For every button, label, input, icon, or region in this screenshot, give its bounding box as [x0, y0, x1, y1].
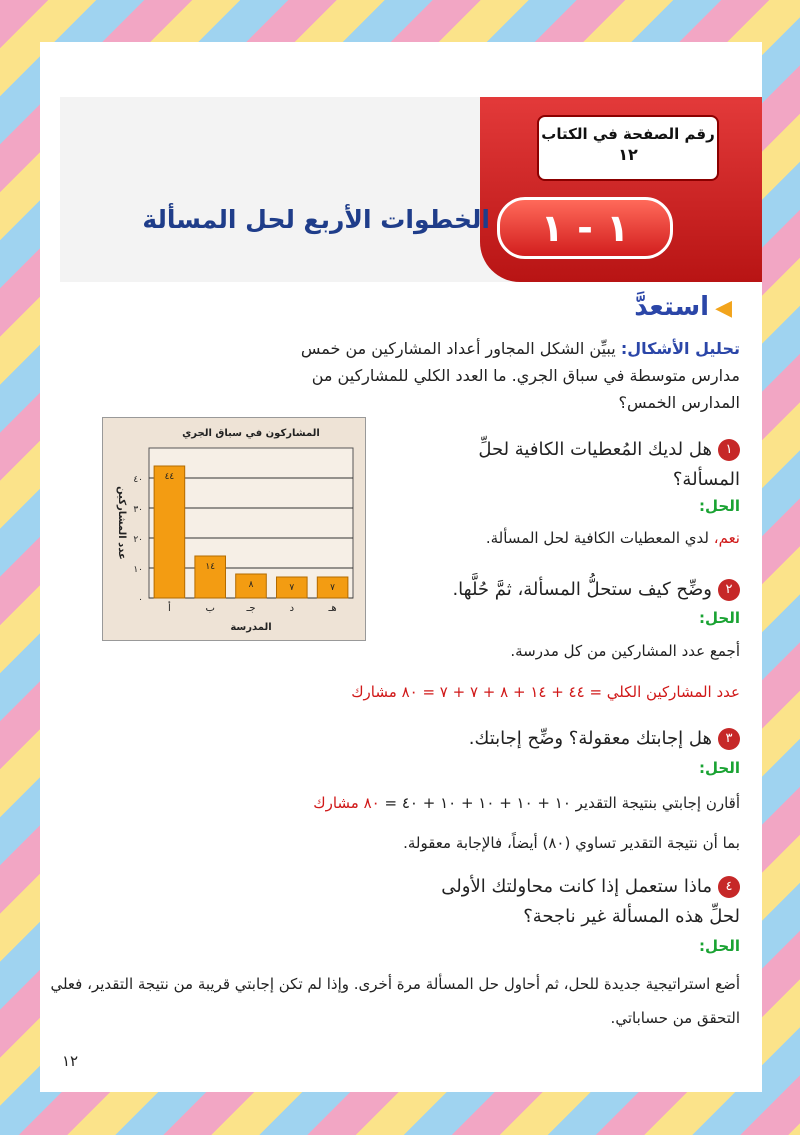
- chart-data-label: ٧: [330, 583, 336, 593]
- chart-x-axis-label: المدرسة: [230, 622, 272, 633]
- intro-label: تحليل الأشكال:: [620, 339, 740, 358]
- answer-2: أجمع عدد المشاركين من كل مدرسة.: [510, 642, 740, 660]
- chart-y-tick-label: ٤٠: [133, 475, 143, 485]
- solution-label: الحل:: [699, 937, 740, 955]
- chart-y-tick-label: ٠: [138, 595, 143, 605]
- chart-bar: [154, 466, 185, 598]
- question-number-badge: ١: [718, 439, 740, 461]
- chart-x-tick-label: أ: [168, 603, 171, 614]
- chart-title: المشاركون في سباق الجري: [182, 428, 320, 439]
- answer-yes: نعم،: [713, 529, 740, 547]
- bar-chart-svg: [103, 418, 365, 640]
- lesson-header: [60, 97, 750, 282]
- chart-x-tick-label: د: [289, 603, 295, 614]
- page-ref-number: ١٢: [618, 145, 638, 164]
- question-4: [420, 872, 740, 932]
- answer-4: أضع استراتيجية جديدة للحل، ثم أحاول حل المسألة مرة أخرى. وإذا لم تكن إجابتي قريبة من نتيجة التقدير، فعلي التحقق من حساباتي.: [50, 975, 740, 1027]
- page: [40, 42, 762, 1092]
- question-number-badge: ٤: [718, 876, 740, 898]
- lesson-number: ١ - ١: [497, 197, 673, 259]
- lesson-title: الخطوات الأربع لحل المسألة: [142, 205, 490, 234]
- solution-label: الحل:: [699, 609, 740, 627]
- question-text: هل لديك المُعطيات الكافية لحلِّ المسألة؟: [478, 439, 740, 490]
- section-heading-text: استعدَّ: [634, 292, 710, 322]
- estimate-result: ٨٠ مشارك: [313, 794, 380, 812]
- answer-3-conclusion: بما أن نتيجة التقدير تساوي (٨٠) أيضاً، فالإجابة معقولة.: [403, 834, 740, 852]
- intro-text: يبيِّن الشكل المجاور أعداد المشاركين من خمس مدارس متوسطة في سباق الجري. ما العدد الكلي للمشاركين من المدارس الخمس؟: [300, 339, 740, 412]
- intro-paragraph: [270, 335, 740, 416]
- page-ref-label: رقم الصفحة في الكتاب: [541, 125, 715, 143]
- bar-chart: [102, 417, 366, 641]
- question-number-badge: ٣: [718, 728, 740, 750]
- solution-label: الحل:: [699, 497, 740, 515]
- question-1: [470, 435, 740, 495]
- answer-1: [486, 529, 740, 547]
- question-text: وضِّح كيف ستحلُّ المسألة، ثمَّ حُلَّها.: [452, 579, 712, 600]
- chart-data-label: ٤٤: [164, 472, 175, 482]
- question-3: [469, 724, 740, 754]
- answer-3: [313, 794, 740, 812]
- page-number: ١٢: [62, 1052, 79, 1070]
- triangle-icon: ◀: [715, 296, 732, 321]
- chart-x-tick-label: جـ: [246, 603, 256, 614]
- question-text: ماذا ستعمل إذا كانت محاولتك الأولى لحلِّ هذه المسألة غير ناجحة؟: [441, 876, 740, 927]
- book-page-reference: [537, 115, 719, 181]
- chart-data-label: ٧: [289, 583, 295, 593]
- question-2: [452, 575, 740, 605]
- chart-data-label: ٨: [248, 580, 254, 590]
- estimate-text: أقارن إجابتي بنتيجة التقدير ١٠ + ١٠ + ١٠ + ١٠ + ٤٠ =: [379, 794, 740, 812]
- chart-x-tick-label: ب: [205, 603, 215, 614]
- chart-y-axis-label: عدد المشاركين: [116, 486, 127, 560]
- chart-y-tick-label: ٢٠: [133, 535, 143, 545]
- chart-data-label: ١٤: [205, 562, 216, 572]
- chart-x-tick-label: هـ: [328, 603, 337, 614]
- total-equation: عدد المشاركين الكلي = ٤٤ + ١٤ + ٨ + ٧ + ٧ = ٨٠ مشارك: [351, 683, 740, 701]
- question-text: هل إجابتك معقولة؟ وضِّح إجابتك.: [468, 728, 712, 749]
- answer-text: لدي المعطيات الكافية لحل المسألة.: [485, 529, 714, 547]
- section-heading: [634, 292, 732, 322]
- question-number-badge: ٢: [718, 579, 740, 601]
- chart-y-tick-label: ١٠: [133, 565, 143, 575]
- chart-y-tick-label: ٣٠: [133, 505, 143, 515]
- solution-label: الحل:: [699, 759, 740, 777]
